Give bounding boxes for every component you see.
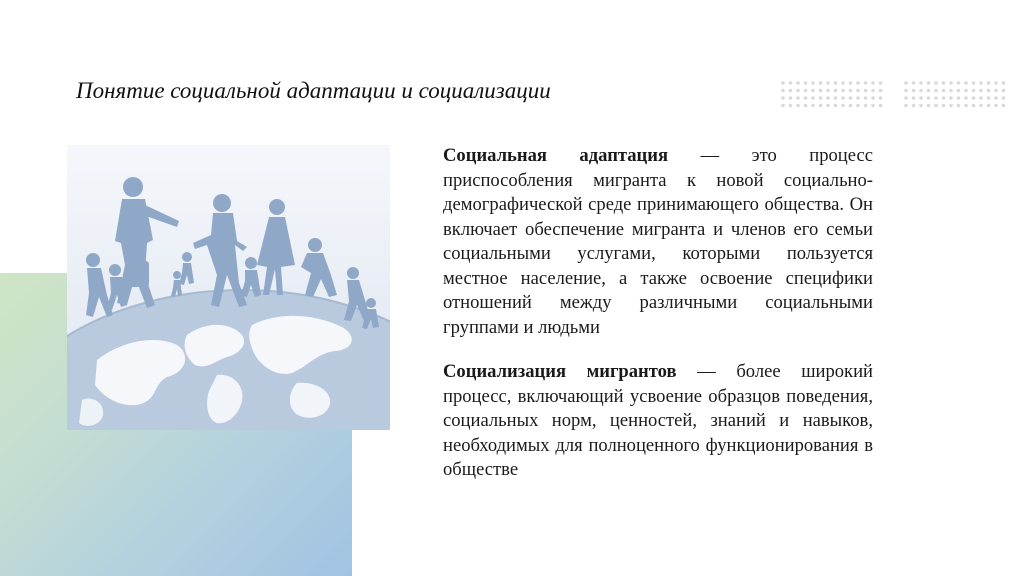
- decorative-dot: [789, 104, 793, 108]
- term-socialization: Социализация мигрантов: [443, 361, 677, 382]
- definition-socialization: — более широкий процесс, включающий усвоение образцов поведения, социальных норм, ценностей, знаний и навыков, необходимых для полноценного функционирования в обществе: [443, 361, 873, 480]
- decorative-dot: [987, 104, 991, 108]
- decorative-dot: [781, 96, 785, 100]
- decorative-dot: [904, 81, 908, 85]
- decorative-dot: [979, 104, 983, 108]
- decorative-dot: [811, 104, 815, 108]
- slide-title: Понятие социальной адаптации и социализации: [76, 78, 551, 103]
- decorative-dot: [927, 81, 931, 85]
- decorative-dot: [834, 104, 838, 108]
- decorative-dot: [811, 96, 815, 100]
- decorative-dot: [957, 104, 961, 108]
- decorative-dot: [789, 89, 793, 93]
- decorative-dot: [994, 96, 998, 100]
- decorative-dot: [949, 89, 953, 93]
- decorative-dot: [781, 81, 785, 85]
- decorative-dot: [804, 81, 808, 85]
- decorative-dot: [871, 89, 875, 93]
- decorative-dot: [819, 89, 823, 93]
- decorative-dot: [964, 89, 968, 93]
- decorative-dot: [849, 81, 853, 85]
- definition-social-adaptation: — это процесс приспособления мигранта к новой социально-демографической среде принимающего общества. Он включает обеспечение мигранта и членов его семьи социальными услугами, которыми пользуется местное население, а также освоение специфики отношений между различными социальными группами и людьми: [443, 145, 873, 338]
- decorative-dot: [994, 89, 998, 93]
- decorative-dot: [864, 104, 868, 108]
- decorative-dot: [942, 81, 946, 85]
- decorative-dot: [879, 96, 883, 100]
- decorative-dot: [942, 104, 946, 108]
- decorative-dot: [1002, 81, 1006, 85]
- decorative-dot: [856, 104, 860, 108]
- decorative-dot: [841, 96, 845, 100]
- decorative-dot: [819, 96, 823, 100]
- decorative-dot: [811, 89, 815, 93]
- decorative-dot: [957, 89, 961, 93]
- decorative-dot: [949, 104, 953, 108]
- decorative-dot: [856, 96, 860, 100]
- decorative-dot: [987, 96, 991, 100]
- decorative-dot: [994, 81, 998, 85]
- decorative-dot: [904, 89, 908, 93]
- paragraph-socialization: [443, 360, 873, 483]
- decorative-dot: [804, 89, 808, 93]
- decorative-dot: [834, 96, 838, 100]
- decorative-dot: [949, 96, 953, 100]
- decorative-dot: [804, 104, 808, 108]
- decorative-dot: [1002, 89, 1006, 93]
- decorative-dot: [964, 96, 968, 100]
- definitions-text: [443, 144, 873, 483]
- decorative-dot: [912, 104, 916, 108]
- decorative-dot: [856, 89, 860, 93]
- decorative-dot: [957, 81, 961, 85]
- decorative-dot: [796, 104, 800, 108]
- decorative-dot: [964, 104, 968, 108]
- decorative-dot: [804, 96, 808, 100]
- decorative-dot: [781, 104, 785, 108]
- decorative-dot: [796, 81, 800, 85]
- migration-illustration: [67, 145, 390, 430]
- decorative-dot: [826, 104, 830, 108]
- decorative-dot: [781, 89, 785, 93]
- decorative-dot: [826, 89, 830, 93]
- decorative-dot: [871, 104, 875, 108]
- decorative-dot: [919, 81, 923, 85]
- decorative-dot: [927, 104, 931, 108]
- term-social-adaptation: Социальная адаптация: [443, 145, 669, 166]
- decorative-dot: [934, 81, 938, 85]
- decorative-dot: [849, 89, 853, 93]
- decorative-dot: [1002, 96, 1006, 100]
- decorative-dot: [864, 81, 868, 85]
- decorative-dot: [789, 81, 793, 85]
- decorative-dot: [879, 104, 883, 108]
- decorative-dot: [912, 81, 916, 85]
- decorative-dot: [979, 89, 983, 93]
- decorative-dot: [927, 89, 931, 93]
- decorative-dot: [972, 96, 976, 100]
- decorative-dot: [979, 81, 983, 85]
- decorative-dot: [904, 104, 908, 108]
- decorative-dot: [834, 89, 838, 93]
- decorative-dot: [789, 96, 793, 100]
- decorative-dot: [826, 81, 830, 85]
- decorative-dot: [987, 81, 991, 85]
- decorative-dot: [849, 96, 853, 100]
- decorative-dot: [942, 96, 946, 100]
- decorative-dot: [811, 81, 815, 85]
- decorative-dot: [964, 81, 968, 85]
- decorative-dot: [879, 81, 883, 85]
- decorative-dot: [942, 89, 946, 93]
- decorative-dot: [927, 96, 931, 100]
- decorative-dot: [972, 81, 976, 85]
- decorative-dot: [912, 89, 916, 93]
- decorative-dot: [1002, 104, 1006, 108]
- decorative-dot: [934, 89, 938, 93]
- decorative-dot: [987, 89, 991, 93]
- decorative-dot: [957, 96, 961, 100]
- decorative-dot: [864, 96, 868, 100]
- decorative-dot: [979, 96, 983, 100]
- decorative-dot: [864, 89, 868, 93]
- decorative-dot: [871, 81, 875, 85]
- decorative-dot: [819, 104, 823, 108]
- decorative-dot: [841, 89, 845, 93]
- decorative-dot: [841, 104, 845, 108]
- decorative-dot: [994, 104, 998, 108]
- decorative-dot: [934, 96, 938, 100]
- people-on-globe-image: [67, 145, 390, 430]
- decorative-dot: [856, 81, 860, 85]
- decorative-dot: [871, 96, 875, 100]
- decorative-dot: [919, 89, 923, 93]
- decorative-dot: [904, 96, 908, 100]
- decorative-dot: [919, 96, 923, 100]
- decorative-dot: [934, 104, 938, 108]
- decorative-dot: [841, 81, 845, 85]
- decorative-dot: [972, 89, 976, 93]
- decorative-dot: [879, 89, 883, 93]
- decorative-dot: [834, 81, 838, 85]
- paragraph-social-adaptation: [443, 144, 873, 340]
- decorative-dot: [826, 96, 830, 100]
- decorative-dot: [912, 96, 916, 100]
- decorative-dot: [972, 104, 976, 108]
- decorative-dot: [796, 89, 800, 93]
- decorative-dot: [949, 81, 953, 85]
- decorative-dot: [819, 81, 823, 85]
- decorative-dot-grid-left: [780, 80, 890, 110]
- decorative-dot: [919, 104, 923, 108]
- decorative-dot: [849, 104, 853, 108]
- decorative-dot: [796, 96, 800, 100]
- decorative-dot-grid-right: [903, 80, 1013, 110]
